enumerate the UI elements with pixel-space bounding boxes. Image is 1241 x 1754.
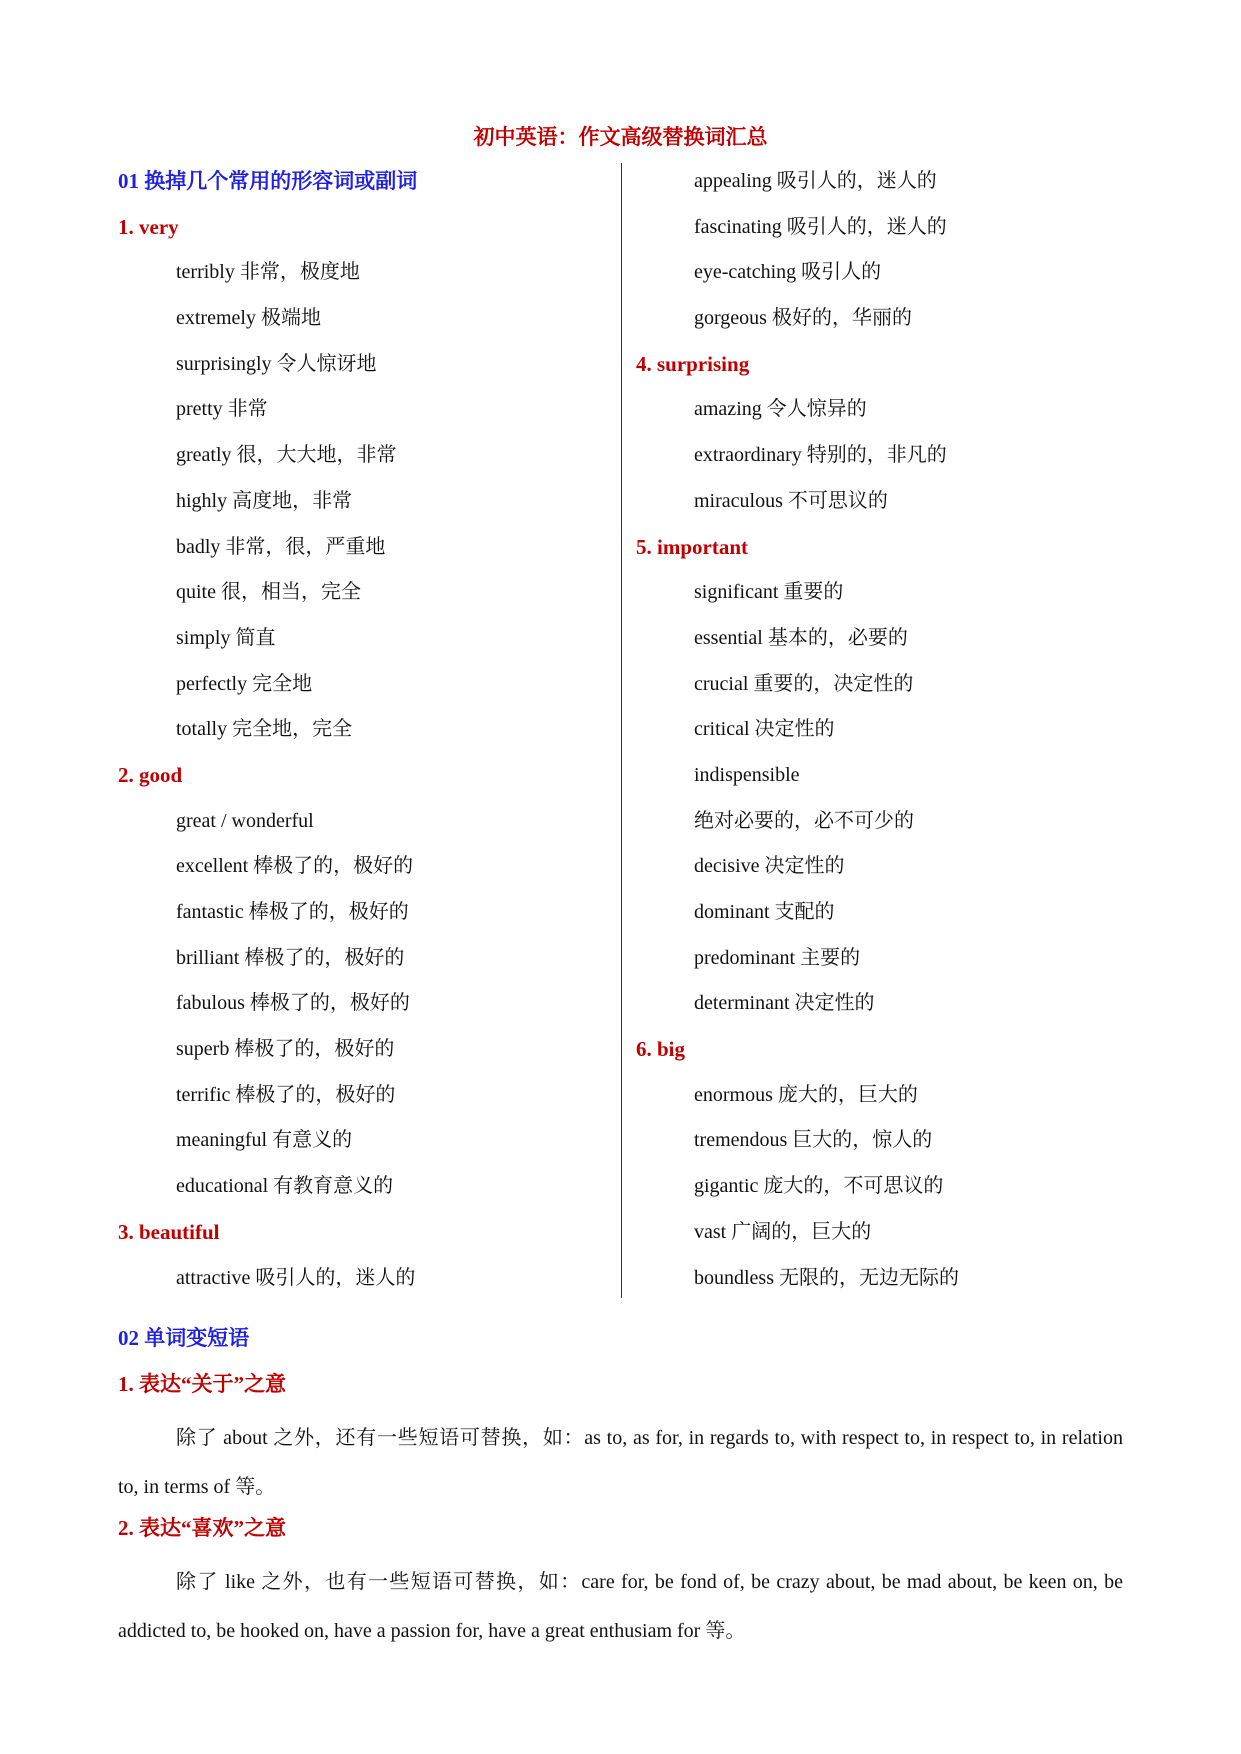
word-entry: extremely 极端地 bbox=[176, 307, 321, 330]
word-entry: highly 高度地，非常 bbox=[176, 489, 353, 512]
word-entry: crucial 重要的，决定性的 bbox=[694, 672, 914, 695]
word-entry: appealing 吸引人的，迷人的 bbox=[694, 170, 937, 192]
right-column bbox=[636, 163, 1196, 1305]
word-entry: miraculous 不可思议的 bbox=[694, 489, 888, 512]
word-entry: determinant 决定性的 bbox=[694, 992, 875, 1015]
word-entry: 绝对必要的，必不可少的 bbox=[694, 809, 914, 832]
sub-heading: 3. beautiful bbox=[118, 1219, 220, 1244]
column-divider bbox=[621, 163, 622, 1298]
section-heading: 01 换掉几个常用的形容词或副词 bbox=[118, 169, 418, 193]
word-entry: perfectly 完全地 bbox=[176, 672, 313, 695]
word-entry: fascinating 吸引人的，迷人的 bbox=[694, 215, 947, 238]
word-entry: amazing 令人惊异的 bbox=[694, 398, 867, 421]
word-entry: dominant 支配的 bbox=[694, 901, 835, 923]
section-phrases bbox=[118, 1322, 1123, 1656]
word-entry: fantastic 棒极了的，极好的 bbox=[176, 901, 409, 923]
word-entry: boundless 无限的，无边无际的 bbox=[694, 1266, 959, 1289]
word-entry: excellent 棒极了的，极好的 bbox=[176, 855, 414, 878]
word-entry: enormous 庞大的，巨大的 bbox=[694, 1083, 918, 1106]
word-entry: superb 棒极了的，极好的 bbox=[176, 1038, 395, 1061]
word-entry: fabulous 棒极了的，极好的 bbox=[176, 992, 410, 1015]
right-word-list bbox=[636, 163, 1196, 1305]
paragraph: 除了 like 之外，也有一些短语可替换，如：care for, be fond of, be crazy about, be mad about, be keen on, be addicted to, be hooked on, have a passion for, have a great enthusiam for 等。 bbox=[118, 1571, 1123, 1642]
word-entry: surprisingly 令人惊讶地 bbox=[176, 352, 377, 375]
sub-heading: 1. 表达“关于”之意 bbox=[118, 1372, 286, 1396]
word-entry: predominant 主要的 bbox=[694, 946, 861, 969]
word-entry: eye-catching 吸引人的 bbox=[694, 261, 882, 284]
word-entry: terrific 棒极了的，极好的 bbox=[176, 1083, 396, 1106]
word-entry: attractive 吸引人的，迷人的 bbox=[176, 1266, 416, 1289]
word-entry: terribly 非常，极度地 bbox=[176, 261, 360, 284]
sub-heading: 5. important bbox=[636, 534, 748, 559]
word-entry: totally 完全地，完全 bbox=[176, 718, 353, 741]
section-heading: 02 单词变短语 bbox=[118, 1326, 250, 1350]
word-entry: educational 有教育意义的 bbox=[176, 1175, 394, 1198]
word-entry: decisive 决定性的 bbox=[694, 855, 845, 878]
word-entry: significant 重要的 bbox=[694, 581, 844, 604]
word-entry: greatly 很，大大地，非常 bbox=[176, 444, 397, 467]
word-entry: essential 基本的，必要的 bbox=[694, 626, 908, 649]
sub-heading: 4. surprising bbox=[636, 351, 750, 376]
word-entry: critical 决定性的 bbox=[694, 718, 835, 741]
sub-heading: 2. 表达“喜欢”之意 bbox=[118, 1516, 286, 1540]
word-entry: indispensible bbox=[694, 763, 800, 786]
word-entry: meaningful 有意义的 bbox=[176, 1129, 353, 1152]
left-word-list bbox=[118, 209, 618, 1306]
word-entry: great / wonderful bbox=[176, 809, 314, 832]
paragraph: 除了 about 之外，还有一些短语可替换，如：as to, as for, in regards to, with respect to, in respect to, in relation to, in terms of 等。 bbox=[118, 1427, 1123, 1498]
sub-heading: 1. very bbox=[118, 214, 179, 239]
word-entry: vast 广阔的，巨大的 bbox=[694, 1220, 872, 1243]
word-entry: gigantic 庞大的，不可思议的 bbox=[694, 1175, 944, 1198]
word-entry: simply 简直 bbox=[176, 626, 276, 649]
word-entry: badly 非常，很，严重地 bbox=[176, 535, 386, 558]
word-entry: tremendous 巨大的，惊人的 bbox=[694, 1129, 933, 1152]
word-entry: brilliant 棒极了的，极好的 bbox=[176, 946, 405, 969]
sub-heading: 6. big bbox=[636, 1037, 686, 1062]
word-entry: extraordinary 特别的，非凡的 bbox=[694, 444, 947, 467]
sub-heading: 2. good bbox=[118, 762, 183, 787]
word-entry: gorgeous 极好的，华丽的 bbox=[694, 307, 912, 330]
document-title: 初中英语：作文高级替换词汇总 bbox=[473, 125, 768, 149]
word-entry: pretty 非常 bbox=[176, 398, 268, 421]
left-column bbox=[118, 163, 618, 1305]
word-entry: quite 很，相当，完全 bbox=[176, 581, 361, 604]
